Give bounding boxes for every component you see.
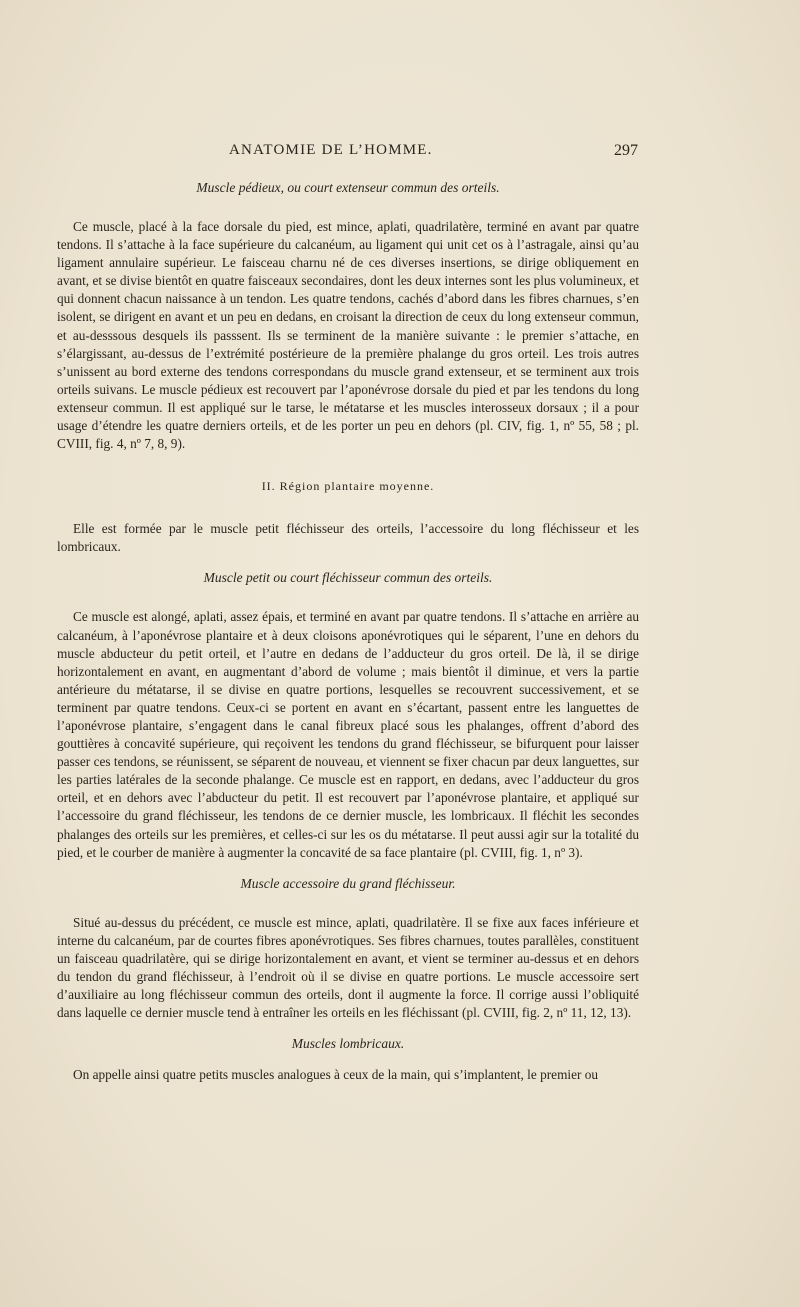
paragraph-petit-flechisseur: Ce muscle est alongé, aplati, assez épais, et terminé en avant par quatre tendons. Il s’attache en arrière au calcanéum, à l’aponévrose plantaire et à deux cloisons aponévrotiques qui le séparent, l’une en dehors du muscle abducteur du petit orteil, et l’autre en dedans de l’adducteur du gros orteil. De là, il se dirige horizontalement en avant, en augmentant d’abord de volume ; mais bientôt il diminue, et vers la partie antérieure du métatarse, il se divise en quatre portions, lesquelles se recouvrent successivement, et se terminent par quatre tendons. Ceux-ci se portent en avant en s’écartant, passent entre les languettes de l’aponévrose plantaire, s’engagent dans le canal fibreux placé sous les phalanges, offrent d’abord des gouttières à concavité supérieure, qui reçoivent les tendons du grand fléchisseur, se bifurquent pour laisser passer ces tendons, se réunissent, se séparent de nouveau, et viennent se fixer chacun par deux languettes, sur les parties latérales de la seconde phalange. Ce muscle est en rapport, en dedans, avec l’adducteur du gros orteil, et en dehors avec l’abducteur du petit. Il est recouvert par l’aponévrose plantaire, et appliqué sur l’accessoire du grand fléchisseur, les tendons de ce dernier muscle, les lombricaux. Il fléchit les secondes phalanges des orteils sur les premières, et celles-ci sur les os du métatarse. Il peut aussi agir sur la totalité du pied, et le courber de manière à augmenter la concavité de sa face plantaire (pl. CVIII, fig. 1, nº 3). [57,609,639,860]
page-number: 297 [614,142,638,159]
paragraph-accessoire-flechisseur: Situé au-dessus du précédent, ce muscle est mince, aplati, quadrilatère. Il se fixe aux faces inférieure et interne du calcanéum, par de courtes fibres aponévrotiques. Ses fibres charnues, toutes parallèles, constituent un faisceau quadrilatère, qui se dirige horizontalement en avant, et vient se terminer au-dessus et en dehors du tendon du grand fléchisseur, à l’endroit où il se divise en quatre portions. Le muscle accessoire sert d’auxiliaire au long fléchisseur commun des orteils, dont il augmente la force. Il corrige aussi l’obliquité dans laquelle ce dernier muscle tend à entraîner les orteils en les fléchissant (pl. CVIII, fig. 2, nº 11, 12, 13). [57,914,639,1021]
heading-lombricaux: Muscles lombricaux. [291,1036,405,1052]
paragraph-region-plantaire: Elle est formée par le muscle petit fléchisseur des orteils, l’accessoire du long fléchisseur et les lombricaux. [57,521,639,555]
heading-muscle-pedieux: Muscle pédieux, ou court extenseur commun des orteils. [196,180,500,195]
paragraph-lombricaux: On appelle ainsi quatre petits muscles analogues à ceux de la main, qui s’implantent, le premier ou [73,1067,599,1083]
paragraph-muscle-pedieux: Ce muscle, placé à la face dorsale du pied, est mince, aplati, quadrilatère, terminé en avant par quatre tendons. Il s’attache à la face supérieure du calcanéum, au ligament qui unit cet os à l’astragale, ainsi qu’au ligament annulaire supérieur. Le faisceau charnu né de ces diverses insertions, se dirige obliquement en avant, et se divise bientôt en quatre faisceaux secondaires, dont les deux internes sont les plus volumineux, et qui donnent chacun naissance à un tendon. Les quatre tendons, cachés d’abord dans les fibres charnues, s’en isolent, se dirigent en avant et un peu en dedans, en croisant la direction de ceux du long extenseur commun, et au-desssous desquels ils passsent. Ils se terminent de la manière suivante : le premier s’attache, en s’élargissant, au-dessus de l’extrémité postérieure de la première phalange du gros orteil. Les trois autres s’unissent au bord externe des tendons correspondans du muscle grand extenseur, et se terminent aux trois orteils suivans. Le muscle pédieux est recouvert par l’aponévrose dorsale du pied et par les tendons du long extenseur commun. Il est appliqué sur le tarse, le métatarse et les muscles interosseux dorsaux ; il a pour usage d’étendre les quatre derniers orteils, et de les porter un peu en dehors (pl. CIV, fig. 1, nº 55, 58 ; pl. CVIII, fig. 4, nº 7, 8, 9). [57,219,639,452]
heading-accessoire-flechisseur: Muscle accessoire du grand fléchisseur. [240,875,456,891]
heading-petit-flechisseur: Muscle petit ou court fléchisseur commun des orteils. [203,570,493,586]
running-head [0,142,800,166]
heading-region-plantaire: II. Région plantaire moyenne. [261,479,435,494]
running-title: ANATOMIE DE L’HOMME. [229,142,433,158]
body-text [57,180,639,1084]
